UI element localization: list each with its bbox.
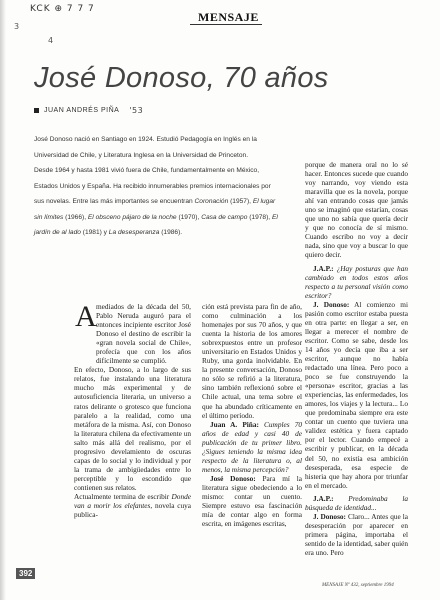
interview-answer: José Donoso: Para mí la literatura sigue obedeciendo a lo mismo: contar un cuento. Siempre estuvo esa fascinación mía de contar algo en forma escrita, en imágenes escritas,: [202, 473, 302, 529]
paragraph: En efecto, Donoso, a lo largo de sus relatos, fue instalando una literatura mucho más experimental y de autosuficiencia literaria, un universo a ratos delirante o grotesco que funciona paralelo a la realidad, como una metáfora de la misma. Así, con Donoso la literatura chilena da efectivamente un salto más allá del realismo, por el progresivo develamiento de oscuras capas de lo social y lo individual y por la trama de ambigüedades entre lo perceptible y lo escondido que contienen sus relatos.: [74, 365, 191, 492]
author-name: JUAN ANDRÉS PIÑA: [44, 107, 120, 114]
drop-cap: A: [75, 300, 97, 333]
book-title: Donde van a morir los elefantes: [74, 491, 191, 511]
byline: [34, 106, 143, 115]
paragraph: Actualmente termina de escribir Donde van a morir los elefantes, novela cuya publica-: [74, 491, 191, 520]
paragraph: mediados de la década del 50, Pablo Neruda auguró para el entonces incipiente escritor José Donoso el destino de escribir la «gran novela social de Chile», profecía que con los años difícilmente se cumplió.: [96, 302, 191, 366]
interview-question: Juan A. Piña: Cumples 70 años de edad y casi 40 de publicación de tu primer libro. ¿Sigues teniendo la misma idea respecto de la literatura o, al menos, la misma percepción?: [202, 419, 302, 474]
bio-paragraph: Desde 1964 y hasta 1981 vivió fuera de Chile, fundamentalmente en México, Estados Unidos y España. Ha recibido innumerables premios internacionales por sus novelas. Entre las más importantes se encuentran Coronación (1957), El lugar sin límites (1966), El obsceno pájaro de la noche (1970), Casa de campo (1978), El jardín de al lado (1981) y La desesperanza (1986).: [34, 167, 278, 236]
work-title: El obsceno pájaro de la noche: [87, 213, 177, 221]
handwritten-note: '53: [129, 106, 144, 115]
work-title: Coronación: [194, 198, 229, 205]
interview-question: J.A.P.: Predominaba la búsqueda de identidad...: [305, 493, 408, 512]
margin-mark: 4: [48, 36, 54, 45]
work-title: El lugar sin límites: [34, 198, 276, 221]
bullet-square-icon: [34, 108, 39, 113]
work-title: El jardín de al lado: [34, 213, 278, 236]
article-title: José Donoso, 70 años: [34, 62, 329, 94]
header-rule: [190, 24, 262, 25]
interview-answer: J. Donoso: Al comienzo mi pasión como escritor estaba puesta en otra parte: en llegar a ser, en llegar a merecer el nombre de escritor. Como se sabe, desde los 14 años yo decía que iba a ser escritor, aunque no había redactado una línea. Pero poco a poco se fue construyendo la «persona» escritor, gracias a las experiencias, las enfermedades, los amores, los viajes y la lectura... Lo que predominaba siempre era este contar un cuento que tuviera una validez estética y fuera captado por el lector. Cuando empecé a escribir y publicar, en la década del 50, no existía esa ambición desesperada, esa especie de histeria que hay ahora por triunfar en el mercado.: [305, 299, 409, 490]
page-number: 392: [16, 568, 35, 579]
paragraph: ción está prevista para fin de año, como culminación a los homenajes por sus 70 años, y que cuenta la historia de los amores sobrexpuestos entre un profesor universitario en Estados Unidos y Ruby, una gorda inolvidable. En la presente conversación, Donoso no sólo se refirió a la literatura, sino también reflexionó sobre el Chile actual, una tema sobre el que ha abundado críticamente en el último período.: [202, 302, 302, 420]
bio-paragraph: José Donoso nació en Santiago en 1924. Estudió Pedagogía en Inglés en la Universidad de Chile, y Literatura Inglesa en la Universidad de Princeton.: [34, 136, 257, 159]
paragraph: porque de manera oral no lo sé hacer. Entonces sucede que cuando voy narrando, voy viendo esta maravilla que es la novela, porque ahí van entrando cosas que jamás uno se imaginó que estarían, cosas que uno no sabía que quería decir y que no conocía de sí mismo. Cuando escribo no voy a decir nada, sino que voy a buscar lo que quiero decir.: [305, 160, 408, 260]
work-title: La desesperanza: [108, 229, 160, 236]
section-header: MENSAJE: [198, 10, 259, 24]
text-column-2: [202, 302, 302, 528]
work-title: Casa de campo: [201, 213, 248, 221]
author-bio: [34, 132, 278, 241]
handwritten-annotation: KCK ⊕ 7 7 7: [30, 4, 95, 14]
scan-edge-shadow: [0, 0, 6, 600]
margin-mark: 3: [14, 22, 20, 31]
text-column-1: [74, 302, 191, 520]
page-footer: MENSAJE Nº 432, septiembre 1994: [322, 583, 394, 588]
interview-answer: J. Donoso: Claro... Antes que la desesperación por aparecer en primera página, importaba el sentido de la identidad, saber quién era uno. Pero: [305, 511, 409, 557]
text-column-3: [305, 160, 408, 557]
interview-question: J.A.P.: ¿Hay posturas que han cambiado en todos estos años respecto a tu personal visión como escritor?: [305, 263, 408, 300]
